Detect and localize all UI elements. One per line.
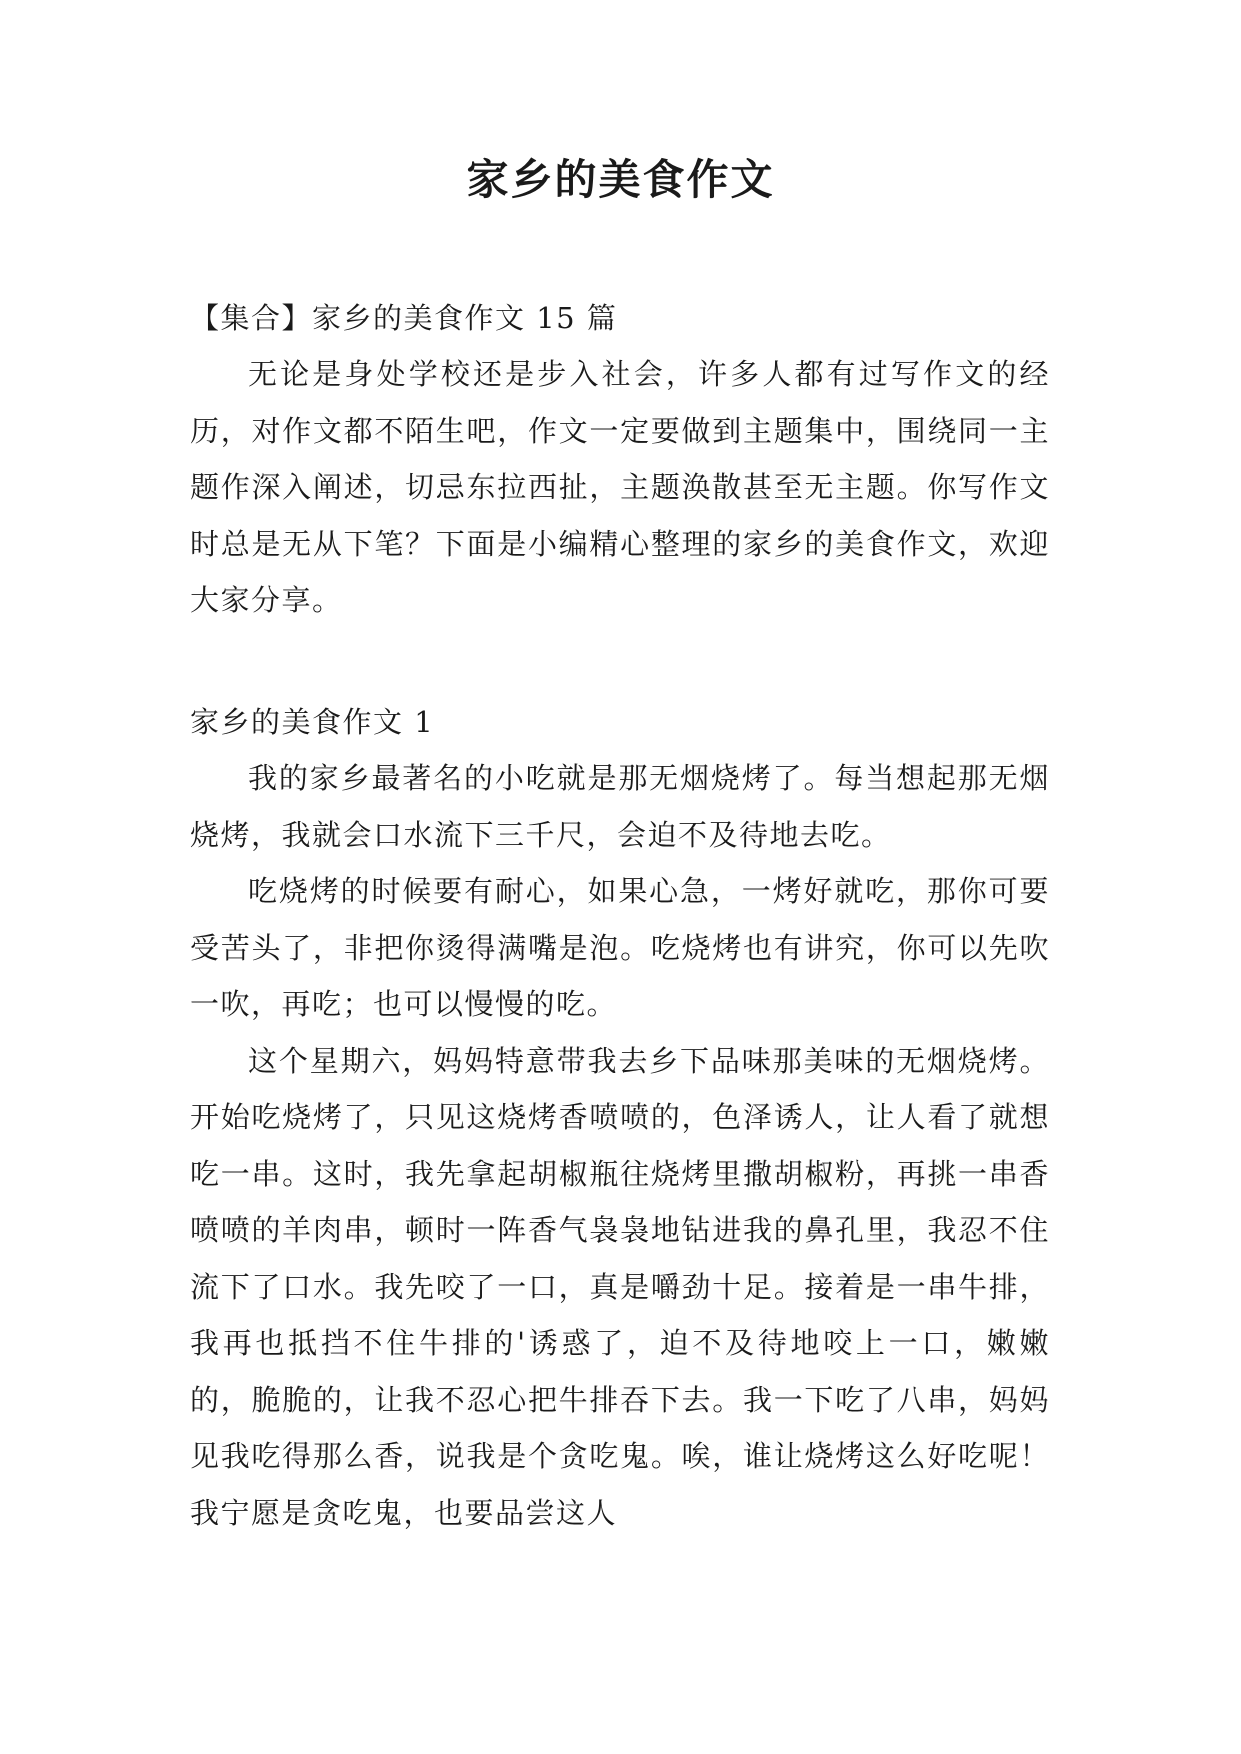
collection-subtitle: 【集合】家乡的美食作文 15 篇	[190, 301, 618, 335]
essay-paragraph: 我的家乡最著名的小吃就是那无烟烧烤了。每当想起那无烟烧烤，我就会口水流下三千尺，会迫不及待地去吃。	[190, 761, 1050, 852]
intro-paragraph: 无论是身处学校还是步入社会，许多人都有过写作文的经历，对作文都不陌生吧，作文一定要做到主题集中，围绕同一主题作深入阐述，切忌东拉西扯，主题涣散甚至无主题。你写作文时总是无从下笔？下面是小编精心整理的家乡的美食作文，欢迎大家分享。	[190, 357, 1050, 617]
essay-paragraph: 这个星期六，妈妈特意带我去乡下品味那美味的无烟烧烤。开始吃烧烤了，只见这烧烤香喷喷的，色泽诱人，让人看了就想吃一串。这时，我先拿起胡椒瓶往烧烤里撒胡椒粉，再挑一串香喷喷的羊肉串，顿时一阵香气袅袅地钻进我的鼻孔里，我忍不住流下了口水。我先咬了一口，真是嚼劲十足。接着是一串牛排，我再也抵挡不住牛排的'诱惑了，迫不及待地咬上一口，嫩嫩的，脆脆的，让我不忍心把牛排吞下去。我一下吃了八串，妈妈见我吃得那么香，说我是个贪吃鬼。唉，谁让烧烤这么好吃呢！我宁愿是贪吃鬼，也要品尝这人	[190, 1043, 1050, 1530]
document-title: 家乡的美食作文	[466, 155, 775, 204]
essay-section-1	[190, 750, 1050, 1541]
section-heading: 家乡的美食作文 1	[190, 705, 435, 739]
essay-paragraph: 吃烧烤的时候要有耐心，如果心急，一烤好就吃，那你可要受苦头了，非把你烫得满嘴是泡。吃烧烤也有讲究，你可以先吹一吹，再吃；也可以慢慢的吃。	[190, 874, 1050, 1021]
intro-section	[190, 346, 1050, 629]
